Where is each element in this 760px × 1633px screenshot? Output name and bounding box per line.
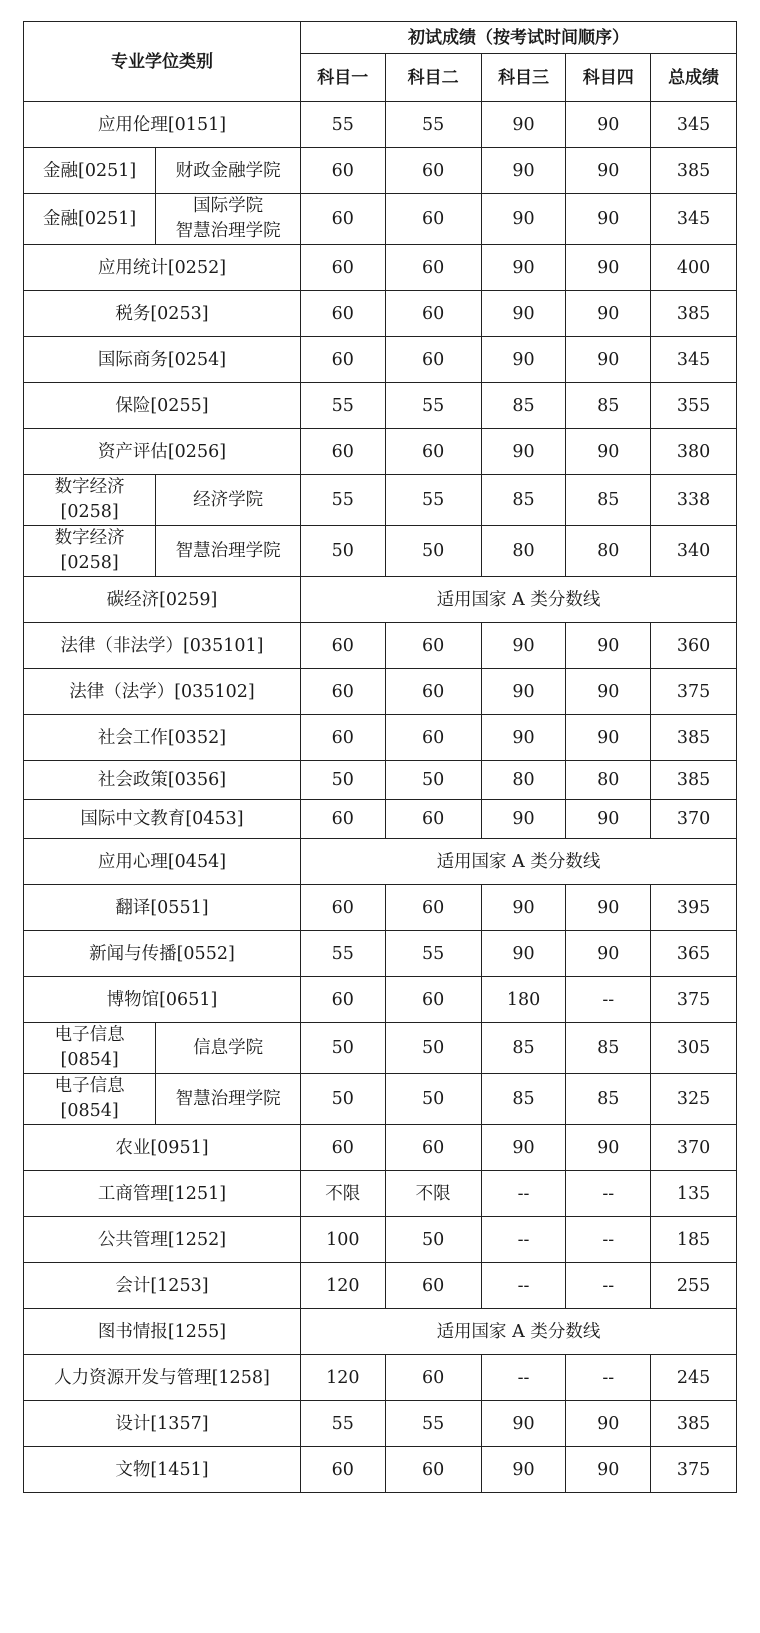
score-subject-2: 60 — [385, 1447, 481, 1493]
degree-category: 资产评估[0256] — [24, 429, 301, 475]
score-total: 255 — [651, 1263, 737, 1309]
degree-category: 国际中文教育[0453] — [24, 800, 301, 839]
header-category: 专业学位类别 — [24, 22, 301, 102]
table-row — [24, 715, 737, 761]
score-subject-2: 不限 — [385, 1171, 481, 1217]
degree-category: 农业[0951] — [24, 1125, 301, 1171]
score-subject-3: 180 — [481, 977, 566, 1023]
degree-category: 金融[0251] — [24, 148, 156, 194]
score-subject-1: 50 — [300, 1023, 385, 1074]
table-row — [24, 383, 737, 429]
table-row — [24, 194, 737, 245]
score-total: 340 — [651, 526, 737, 577]
score-subject-1: 60 — [300, 1447, 385, 1493]
degree-category: 图书情报[1255] — [24, 1309, 301, 1355]
score-subject-1: 60 — [300, 194, 385, 245]
score-subject-2: 60 — [385, 291, 481, 337]
score-subject-3: 90 — [481, 715, 566, 761]
table-row — [24, 429, 737, 475]
cell-line: 电子信息 — [54, 1076, 125, 1096]
score-subject-2: 60 — [385, 977, 481, 1023]
score-subject-4: 90 — [566, 1447, 651, 1493]
score-subject-4: -- — [566, 1355, 651, 1401]
score-subject-3: 90 — [481, 800, 566, 839]
score-subject-4: -- — [566, 1217, 651, 1263]
score-subject-3: -- — [481, 1355, 566, 1401]
score-total: 370 — [651, 1125, 737, 1171]
score-subject-1: 60 — [300, 245, 385, 291]
degree-category: 社会政策[0356] — [24, 761, 301, 800]
score-subject-1: 55 — [300, 102, 385, 148]
score-table — [23, 21, 737, 1493]
score-total: 338 — [651, 475, 737, 526]
score-subject-1: 50 — [300, 1074, 385, 1125]
score-subject-1: 55 — [300, 931, 385, 977]
score-subject-1: 60 — [300, 715, 385, 761]
cell-line: 电子信息 — [54, 1025, 125, 1045]
score-note: 适用国家 A 类分数线 — [300, 1309, 736, 1355]
score-subject-2: 60 — [385, 885, 481, 931]
score-subject-1: 60 — [300, 885, 385, 931]
table-row — [24, 245, 737, 291]
score-subject-2: 55 — [385, 102, 481, 148]
score-subject-2: 60 — [385, 1355, 481, 1401]
score-subject-1: 60 — [300, 337, 385, 383]
score-subject-2: 60 — [385, 623, 481, 669]
table-row — [24, 1447, 737, 1493]
degree-category: 社会工作[0352] — [24, 715, 301, 761]
table-row — [24, 1355, 737, 1401]
score-subject-1: 60 — [300, 669, 385, 715]
score-subject-3: 90 — [481, 194, 566, 245]
degree-category: 法律（非法学）[035101] — [24, 623, 301, 669]
school-name: 智慧治理学院 — [156, 526, 301, 577]
score-subject-4: 90 — [566, 194, 651, 245]
score-subject-4: -- — [566, 1263, 651, 1309]
score-subject-3: 90 — [481, 1447, 566, 1493]
degree-category: 博物馆[0651] — [24, 977, 301, 1023]
score-subject-1: 120 — [300, 1355, 385, 1401]
score-total: 400 — [651, 245, 737, 291]
score-subject-4: 90 — [566, 1125, 651, 1171]
degree-category: 设计[1357] — [24, 1401, 301, 1447]
degree-category: 法律（法学）[035102] — [24, 669, 301, 715]
score-subject-2: 50 — [385, 526, 481, 577]
table-row — [24, 623, 737, 669]
score-subject-1: 100 — [300, 1217, 385, 1263]
header-subject-2: 科目二 — [385, 54, 481, 102]
score-subject-4: 85 — [566, 1023, 651, 1074]
degree-category: 会计[1253] — [24, 1263, 301, 1309]
degree-category: 应用心理[0454] — [24, 839, 301, 885]
table-row — [24, 148, 737, 194]
score-subject-4: 85 — [566, 383, 651, 429]
score-subject-3: 80 — [481, 761, 566, 800]
cell-line: [0854] — [60, 1050, 119, 1070]
score-subject-2: 60 — [385, 1125, 481, 1171]
table-row — [24, 977, 737, 1023]
score-subject-4: 85 — [566, 1074, 651, 1125]
table-row — [24, 291, 737, 337]
score-total: 385 — [651, 761, 737, 800]
table-row — [24, 669, 737, 715]
table-row — [24, 1309, 737, 1355]
score-subject-2: 60 — [385, 245, 481, 291]
header-subject-1: 科目一 — [300, 54, 385, 102]
score-subject-2: 60 — [385, 148, 481, 194]
score-subject-4: 80 — [566, 761, 651, 800]
cell-line: [0258] — [60, 553, 119, 573]
score-subject-3: 85 — [481, 475, 566, 526]
score-subject-3: 90 — [481, 885, 566, 931]
score-subject-4: 90 — [566, 669, 651, 715]
score-subject-4: 90 — [566, 885, 651, 931]
table-row — [24, 800, 737, 839]
table-row — [24, 475, 737, 526]
score-note: 适用国家 A 类分数线 — [300, 839, 736, 885]
score-subject-2: 50 — [385, 761, 481, 800]
score-subject-1: 50 — [300, 526, 385, 577]
cell-line: 数字经济 — [54, 477, 125, 497]
score-total: 395 — [651, 885, 737, 931]
score-subject-3: 90 — [481, 429, 566, 475]
score-total: 345 — [651, 102, 737, 148]
score-subject-1: 60 — [300, 429, 385, 475]
score-total: 345 — [651, 337, 737, 383]
score-subject-2: 60 — [385, 669, 481, 715]
score-subject-4: 80 — [566, 526, 651, 577]
score-subject-4: 90 — [566, 148, 651, 194]
degree-category: 保险[0255] — [24, 383, 301, 429]
score-subject-2: 60 — [385, 337, 481, 383]
score-subject-3: -- — [481, 1217, 566, 1263]
table-body — [24, 102, 737, 1493]
score-subject-4: 90 — [566, 337, 651, 383]
cell-line: [0258] — [60, 502, 119, 522]
school-name — [156, 194, 301, 245]
score-subject-3: 85 — [481, 383, 566, 429]
school-name: 财政金融学院 — [156, 148, 301, 194]
table-row — [24, 885, 737, 931]
table-row — [24, 1023, 737, 1074]
score-subject-3: 90 — [481, 623, 566, 669]
score-subject-4: 90 — [566, 800, 651, 839]
score-total: 375 — [651, 977, 737, 1023]
score-subject-4: -- — [566, 977, 651, 1023]
score-subject-4: 90 — [566, 623, 651, 669]
table-row — [24, 1074, 737, 1125]
score-subject-1: 55 — [300, 1401, 385, 1447]
score-subject-2: 60 — [385, 1263, 481, 1309]
score-subject-2: 50 — [385, 1217, 481, 1263]
degree-category: 应用伦理[0151] — [24, 102, 301, 148]
score-subject-4: 90 — [566, 1401, 651, 1447]
cell-line: 智慧治理学院 — [175, 221, 281, 241]
score-subject-1: 60 — [300, 291, 385, 337]
score-total: 380 — [651, 429, 737, 475]
degree-category: 金融[0251] — [24, 194, 156, 245]
score-subject-3: 90 — [481, 1125, 566, 1171]
score-total: 135 — [651, 1171, 737, 1217]
score-subject-4: 90 — [566, 291, 651, 337]
degree-category: 新闻与传播[0552] — [24, 931, 301, 977]
table-row — [24, 337, 737, 383]
degree-category: 税务[0253] — [24, 291, 301, 337]
score-total: 385 — [651, 148, 737, 194]
score-subject-2: 50 — [385, 1074, 481, 1125]
score-subject-3: -- — [481, 1263, 566, 1309]
score-subject-2: 55 — [385, 931, 481, 977]
degree-category: 碳经济[0259] — [24, 577, 301, 623]
score-total: 375 — [651, 1447, 737, 1493]
degree-category: 公共管理[1252] — [24, 1217, 301, 1263]
header-total: 总成绩 — [651, 54, 737, 102]
score-subject-1: 55 — [300, 475, 385, 526]
table-row — [24, 577, 737, 623]
score-subject-2: 60 — [385, 800, 481, 839]
table-row — [24, 526, 737, 577]
score-subject-3: -- — [481, 1171, 566, 1217]
header-subject-3: 科目三 — [481, 54, 566, 102]
degree-category — [24, 475, 156, 526]
score-subject-1: 60 — [300, 977, 385, 1023]
score-subject-3: 90 — [481, 337, 566, 383]
score-subject-2: 50 — [385, 1023, 481, 1074]
school-name: 经济学院 — [156, 475, 301, 526]
score-subject-3: 90 — [481, 931, 566, 977]
degree-category — [24, 526, 156, 577]
degree-category: 人力资源开发与管理[1258] — [24, 1355, 301, 1401]
table-row — [24, 839, 737, 885]
score-subject-2: 60 — [385, 429, 481, 475]
score-subject-2: 55 — [385, 475, 481, 526]
table-row — [24, 102, 737, 148]
score-subject-2: 60 — [385, 715, 481, 761]
score-subject-4: 90 — [566, 931, 651, 977]
score-subject-3: 85 — [481, 1023, 566, 1074]
score-subject-3: 90 — [481, 1401, 566, 1447]
score-subject-1: 120 — [300, 1263, 385, 1309]
score-subject-4: 90 — [566, 245, 651, 291]
table-row — [24, 1263, 737, 1309]
score-subject-2: 55 — [385, 1401, 481, 1447]
score-total: 360 — [651, 623, 737, 669]
score-subject-3: 90 — [481, 148, 566, 194]
cell-line: 数字经济 — [54, 528, 125, 548]
score-total: 385 — [651, 1401, 737, 1447]
degree-category — [24, 1074, 156, 1125]
degree-category: 应用统计[0252] — [24, 245, 301, 291]
score-total: 325 — [651, 1074, 737, 1125]
degree-category: 翻译[0551] — [24, 885, 301, 931]
score-subject-1: 55 — [300, 383, 385, 429]
table-row — [24, 931, 737, 977]
degree-category: 文物[1451] — [24, 1447, 301, 1493]
score-total: 305 — [651, 1023, 737, 1074]
score-subject-4: 90 — [566, 102, 651, 148]
degree-category: 工商管理[1251] — [24, 1171, 301, 1217]
score-subject-3: 80 — [481, 526, 566, 577]
score-subject-4: 90 — [566, 429, 651, 475]
score-subject-1: 60 — [300, 623, 385, 669]
score-subject-3: 90 — [481, 669, 566, 715]
header-subject-4: 科目四 — [566, 54, 651, 102]
score-total: 385 — [651, 291, 737, 337]
score-total: 345 — [651, 194, 737, 245]
cell-line: [0854] — [60, 1101, 119, 1121]
score-subject-3: 85 — [481, 1074, 566, 1125]
header-row-1 — [24, 22, 737, 54]
score-note: 适用国家 A 类分数线 — [300, 577, 736, 623]
score-subject-4: -- — [566, 1171, 651, 1217]
score-table-container — [23, 21, 737, 1493]
score-total: 370 — [651, 800, 737, 839]
score-subject-1: 60 — [300, 1125, 385, 1171]
score-total: 245 — [651, 1355, 737, 1401]
table-row — [24, 1217, 737, 1263]
score-total: 355 — [651, 383, 737, 429]
score-subject-1: 60 — [300, 800, 385, 839]
table-row — [24, 1401, 737, 1447]
score-subject-4: 90 — [566, 715, 651, 761]
score-subject-2: 60 — [385, 194, 481, 245]
score-subject-1: 60 — [300, 148, 385, 194]
header-score-group: 初试成绩（按考试时间顺序） — [300, 22, 736, 54]
score-total: 385 — [651, 715, 737, 761]
degree-category — [24, 1023, 156, 1074]
score-subject-1: 50 — [300, 761, 385, 800]
score-subject-2: 55 — [385, 383, 481, 429]
cell-line: 国际学院 — [193, 196, 264, 216]
score-subject-3: 90 — [481, 245, 566, 291]
degree-category: 国际商务[0254] — [24, 337, 301, 383]
table-row — [24, 1171, 737, 1217]
score-total: 375 — [651, 669, 737, 715]
table-row — [24, 761, 737, 800]
table-row — [24, 1125, 737, 1171]
score-total: 365 — [651, 931, 737, 977]
school-name: 智慧治理学院 — [156, 1074, 301, 1125]
score-subject-4: 85 — [566, 475, 651, 526]
school-name: 信息学院 — [156, 1023, 301, 1074]
score-subject-3: 90 — [481, 102, 566, 148]
score-total: 185 — [651, 1217, 737, 1263]
score-subject-3: 90 — [481, 291, 566, 337]
score-subject-1: 不限 — [300, 1171, 385, 1217]
